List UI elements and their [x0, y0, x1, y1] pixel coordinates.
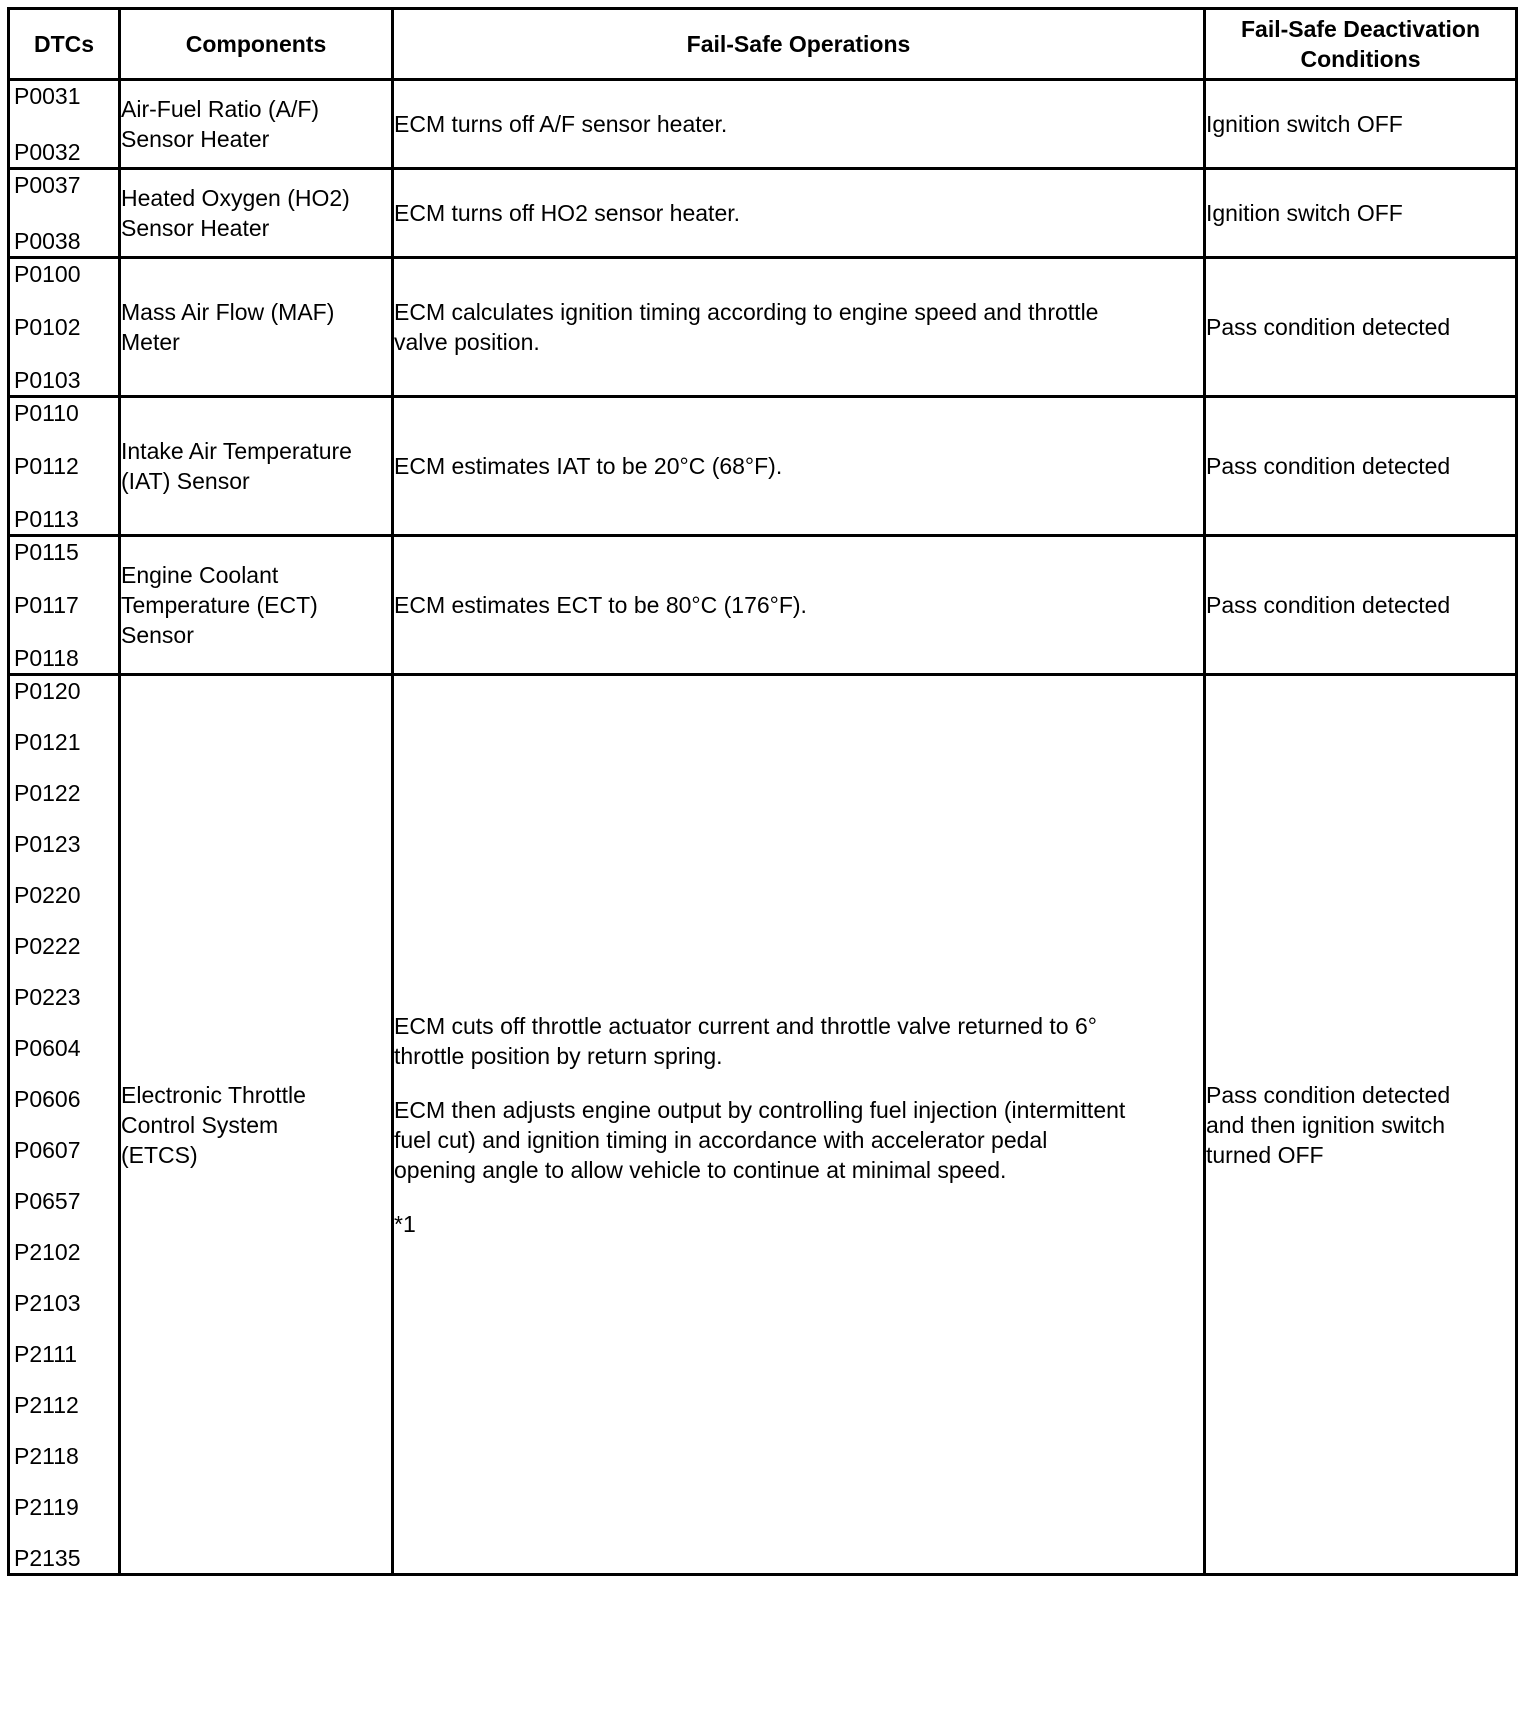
dtc-code: P0123 [14, 831, 81, 857]
condition-cell [1205, 80, 1517, 169]
dtc-list [10, 170, 118, 256]
dtc-code: P0604 [14, 1035, 81, 1061]
header-components: Components [120, 9, 393, 80]
table-header [9, 9, 1517, 80]
dtc-code: P0120 [14, 678, 81, 704]
header-dtcs: DTCs [9, 9, 120, 80]
dtc-code: P0037 [14, 172, 81, 198]
dtc-code: P0115 [14, 539, 79, 565]
operation-text: ECM estimates ECT to be 80°C (176°F). [394, 592, 807, 618]
dtc-code: P0113 [14, 506, 79, 532]
condition-cell [1205, 675, 1517, 1575]
dtc-list [10, 537, 118, 673]
component-cell [120, 675, 393, 1575]
operation-line: throttle position by return spring. [394, 1042, 723, 1069]
component-line: Air-Fuel Ratio (A/F) [121, 96, 320, 122]
component-cell [120, 258, 393, 397]
component-line: (ETCS) [121, 1141, 198, 1168]
dtc-code: P0607 [14, 1137, 81, 1163]
header-operations: Fail-Safe Operations [393, 9, 1205, 80]
component-line: Heated Oxygen (HO2) [121, 185, 350, 211]
header-deactivation-line: Fail-Safe Deactivation [1240, 16, 1481, 42]
dtc-code: P0103 [14, 367, 81, 393]
dtc-code: P0118 [14, 645, 79, 671]
operation-cell [393, 397, 1205, 536]
condition-text: Pass condition detected [1206, 453, 1451, 479]
component-line: Control System [121, 1111, 279, 1138]
operation-paragraph [394, 1209, 1203, 1239]
dtc-code: P0032 [14, 139, 81, 165]
condition-text: Ignition switch OFF [1206, 200, 1403, 226]
dtc-code: P0102 [14, 314, 81, 340]
operation-text: ECM estimates IAT to be 20°C (68°F). [394, 453, 783, 479]
dtc-list [10, 398, 118, 534]
dtc-list [10, 259, 118, 395]
dtc-code: P0222 [14, 933, 81, 959]
component-line: Meter [121, 329, 180, 355]
dtc-code: P0223 [14, 984, 81, 1010]
dtc-code: P0220 [14, 882, 81, 908]
dtc-code: P0606 [14, 1086, 81, 1112]
dtc-code: P0031 [14, 83, 81, 109]
operation-text: ECM turns off A/F sensor heater. [394, 111, 728, 137]
component-line: (IAT) Sensor [121, 468, 250, 494]
component-line: Sensor Heater [121, 215, 270, 241]
dtc-cell [9, 536, 120, 675]
component-line: Sensor Heater [121, 126, 270, 152]
operation-line: ECM cuts off throttle actuator current and throttle valve returned to 6° [394, 1012, 1097, 1039]
dtc-code: P0038 [14, 228, 81, 254]
dtc-cell [9, 675, 120, 1575]
condition-line: Pass condition detected [1206, 1081, 1451, 1108]
condition-text: Pass condition detected [1206, 592, 1451, 618]
component-line: Mass Air Flow (MAF) [121, 299, 335, 325]
dtc-code: P2112 [14, 1392, 79, 1418]
condition-line: and then ignition switch [1206, 1111, 1446, 1138]
dtc-list [10, 81, 118, 167]
condition-line: turned OFF [1206, 1141, 1324, 1168]
component-line: Engine Coolant [121, 562, 279, 588]
operation-line: ECM then adjusts engine output by controlling fuel injection (intermittent [394, 1096, 1126, 1123]
operation-line: fuel cut) and ignition timing in accordance with accelerator pedal [394, 1126, 1048, 1153]
condition-text: Pass condition detected [1206, 314, 1451, 340]
header-deactivation [1205, 9, 1517, 80]
component-line: Temperature (ECT) [121, 592, 318, 618]
table-row [9, 169, 1517, 258]
component-cell [120, 169, 393, 258]
header-deactivation-line: Conditions [1300, 46, 1421, 72]
operation-paragraph [394, 1095, 1203, 1185]
condition-cell [1205, 169, 1517, 258]
operation-line: *1 [394, 1210, 416, 1237]
dtc-code: P2111 [14, 1341, 78, 1367]
component-cell [120, 80, 393, 169]
operation-line: opening angle to allow vehicle to continue at minimal speed. [394, 1156, 1007, 1183]
dtc-code: P2103 [14, 1290, 81, 1316]
condition-cell [1205, 536, 1517, 675]
dtc-code: P2102 [14, 1239, 81, 1265]
dtc-code: P2118 [14, 1443, 79, 1469]
component-line: Intake Air Temperature [121, 438, 352, 464]
condition-text: Ignition switch OFF [1206, 111, 1403, 137]
dtc-code: P2135 [14, 1545, 81, 1571]
operation-cell [393, 536, 1205, 675]
dtc-code: P0110 [14, 400, 79, 426]
operation-line: valve position. [394, 329, 540, 355]
component-line: Sensor [121, 622, 194, 648]
condition-cell [1205, 397, 1517, 536]
table-row [9, 258, 1517, 397]
component-cell [120, 397, 393, 536]
header-row [9, 9, 1517, 80]
table-row [9, 397, 1517, 536]
operation-cell [393, 169, 1205, 258]
dtc-cell [9, 258, 120, 397]
dtc-code: P0121 [14, 729, 81, 755]
operation-cell [393, 675, 1205, 1575]
dtc-cell [9, 397, 120, 536]
dtc-cell [9, 169, 120, 258]
dtc-code: P0122 [14, 780, 81, 806]
component-line: Electronic Throttle [121, 1081, 306, 1108]
dtc-cell [9, 80, 120, 169]
dtc-code: P0100 [14, 261, 81, 287]
dtc-code: P0112 [14, 453, 79, 479]
fail-safe-table [7, 7, 1518, 1576]
operation-cell [393, 80, 1205, 169]
component-cell [120, 536, 393, 675]
dtc-code: P0117 [14, 592, 79, 618]
dtc-list [10, 676, 118, 1573]
operation-paragraph [394, 1011, 1203, 1071]
operation-cell [393, 258, 1205, 397]
dtc-code: P0657 [14, 1188, 81, 1214]
table-row [9, 675, 1517, 1575]
condition-cell [1205, 258, 1517, 397]
table-body [9, 80, 1517, 1575]
table-row [9, 80, 1517, 169]
operation-text: ECM turns off HO2 sensor heater. [394, 200, 741, 226]
table-row [9, 536, 1517, 675]
operation-line: ECM calculates ignition timing according to engine speed and throttle [394, 299, 1099, 325]
dtc-code: P2119 [14, 1494, 79, 1520]
